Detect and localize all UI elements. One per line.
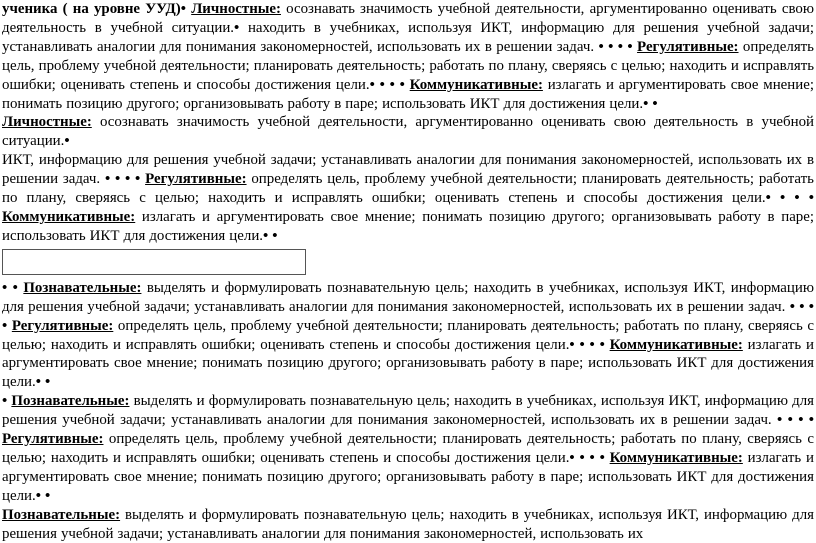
bullet-icon: • <box>2 279 8 296</box>
bullet-icon: • <box>2 317 8 334</box>
bullet-icon: • <box>599 449 605 466</box>
bullet-icon: • <box>2 393 8 410</box>
bullet-icon: • <box>765 190 771 207</box>
bullet-icon: • <box>64 133 70 150</box>
text-personal: осознавать значимость учебной деятельности, аргументированно оценивать свою деятельность в учебной ситуации. <box>2 1 814 36</box>
bullet-icon: • <box>780 190 786 207</box>
bullet-icon: • <box>272 227 278 244</box>
bullet-icon: • <box>599 336 605 353</box>
paragraph-1 <box>2 0 814 113</box>
bullet-icon: • <box>135 171 141 188</box>
bullet-icon: • <box>589 449 595 466</box>
bullet-icon: • <box>579 336 585 353</box>
heading-personal: Личностные: <box>191 1 281 17</box>
bullet-icon: • <box>798 412 804 429</box>
bullet-icon: • <box>35 487 41 504</box>
bullet-icon: • <box>104 171 111 188</box>
bullet-icon: • <box>399 76 405 93</box>
heading-communicative: Коммуникативные: <box>609 449 743 466</box>
text-regulatory: определять цель, проблему учебной деятельности; планировать деятельность; работать по плану, сверяясь с целью; находить и исправлять ошибки; оценивать степень и способы достижения цели. <box>2 171 814 207</box>
bullet-icon: • <box>44 487 51 504</box>
paragraph-3 <box>2 151 814 246</box>
text-regulatory: определять цель, проблему учебной деятельности; планировать деятельность; работать по плану, сверяясь с целью; находить и исправлять ошибки; оценивать степень и способы достижения цели. <box>2 38 814 93</box>
bullet-icon: • <box>799 298 805 315</box>
text-communicative: излагать и аргументировать свое мнение; понимать позицию другого; организовывать работу в паре; использовать ИКТ для достижения цели. <box>2 208 814 244</box>
heading-regulatory: Регулятивные: <box>11 317 114 334</box>
bullet-icon: • <box>379 76 385 93</box>
paragraph-4 <box>2 279 814 392</box>
bullet-icon: • <box>35 374 41 391</box>
heading-regulatory: Регулятивные: <box>2 431 104 448</box>
heading-cognitive: Познавательные: <box>2 506 121 523</box>
bullet-icon: • <box>608 38 614 55</box>
text-personal: осознавать значимость учебной деятельности, аргументированно оценивать свою деятельность в учебной ситуации. <box>2 114 814 150</box>
bullet-icon: • <box>589 336 595 353</box>
bullet-icon: • <box>44 374 51 391</box>
bullet-icon: • <box>627 38 633 55</box>
bullet-icon: • <box>263 227 269 244</box>
bullet-icon: • <box>808 412 814 429</box>
bullet-icon: • <box>777 412 783 429</box>
bullet-icon: • <box>12 279 18 296</box>
bullet-icon: • <box>114 171 121 188</box>
bullet-icon: • <box>652 95 658 112</box>
bullet-icon: • <box>598 38 604 55</box>
bullet-icon: • <box>808 298 815 315</box>
text-regulatory: определять цель, проблему учебной деятельности; планировать деятельность; работать по плану, сверяясь с целью; находить и исправлять ошибки; оценивать степень и способы достижения цели. <box>2 317 814 353</box>
paragraph-5 <box>2 392 814 505</box>
bullet-icon: • <box>569 449 575 466</box>
bullet-icon: • <box>234 19 240 36</box>
text-communicative: излагать и аргументировать свое мнение; понимать позицию другого; организовывать работу в паре; использовать ИКТ для достижения цели. <box>2 336 814 391</box>
text-cognitive-last: выделять и формулировать познавательную цель; находить в учебниках, используя ИКТ, информацию для решения учебной задачи; устанавливать аналогии для понимания закономерностей, использовать их <box>2 506 814 542</box>
bullet-icon: • <box>569 336 575 353</box>
heading-communicative: Коммуникативные: <box>409 76 543 93</box>
bullet-icon: • <box>789 298 795 315</box>
heading-regulatory: Регулятивные: <box>145 171 247 188</box>
document-body <box>2 0 814 543</box>
heading-cognitive: Познавательные: <box>23 279 142 296</box>
bullet-icon: • <box>579 449 585 466</box>
bullet-icon: • <box>369 76 375 93</box>
paragraph-6 <box>2 506 814 543</box>
heading-personal: Личностные: <box>2 114 92 131</box>
bullet-icon: • <box>617 38 623 55</box>
heading-communicative: Коммуникативные: <box>609 336 743 353</box>
bullet-icon: • <box>180 1 186 17</box>
heading-cognitive: Познавательные: <box>11 393 130 410</box>
heading-regulatory: Регулятивные: <box>637 38 739 55</box>
paragraph-2 <box>2 113 814 151</box>
bullet-icon: • <box>125 171 131 188</box>
empty-text-frame <box>2 249 306 275</box>
bullet-icon: • <box>643 95 649 112</box>
text-cognitive: выделять и формулировать познавательную цель; находить в учебниках, используя ИКТ, информацию для решения учебной задачи; устанавливать аналогии для понимания закономерностей, использовать их в решении задач. <box>2 393 814 429</box>
text-communicative: излагать и аргументировать свое мнение; понимать позицию другого; организовывать работу в паре; использовать ИКТ для достижения цели. <box>2 76 814 112</box>
heading-communicative: Коммуникативные: <box>2 208 136 225</box>
text-regulatory: определять цель, проблему учебной деятельности; планировать деятельность; работать по плану, сверяясь с целью; находить и исправлять ошибки; оценивать степень и способы достижения цели. <box>2 431 814 466</box>
text-ict-cont: ИКТ, информацию для решения учебной задачи; устанавливать аналогии для понимания закономерностей, использовать их в решении задач. <box>2 152 814 188</box>
bullet-icon: • <box>787 412 793 429</box>
lead-text: ученика ( на уровне УУД) <box>2 1 181 17</box>
text-cognitive: выделять и формулировать познавательную цель; находить в учебниках, используя ИКТ, информацию для решения учебной задачи; устанавливать аналогии для понимания закономерностей, использовать их в решении задач. <box>2 279 814 315</box>
text-cognitive-cont: находить в учебниках, используя ИКТ, информацию для решения учебной задачи; устанавливать аналогии для понимания закономерностей, использовать их в решении задач. <box>2 19 814 55</box>
bullet-icon: • <box>794 190 800 207</box>
bullet-icon: • <box>808 190 814 207</box>
text-communicative: излагать и аргументировать свое мнение; понимать позицию другого; организовывать работу в паре; использовать ИКТ для достижения цели. <box>2 449 814 504</box>
bullet-icon: • <box>389 76 395 93</box>
